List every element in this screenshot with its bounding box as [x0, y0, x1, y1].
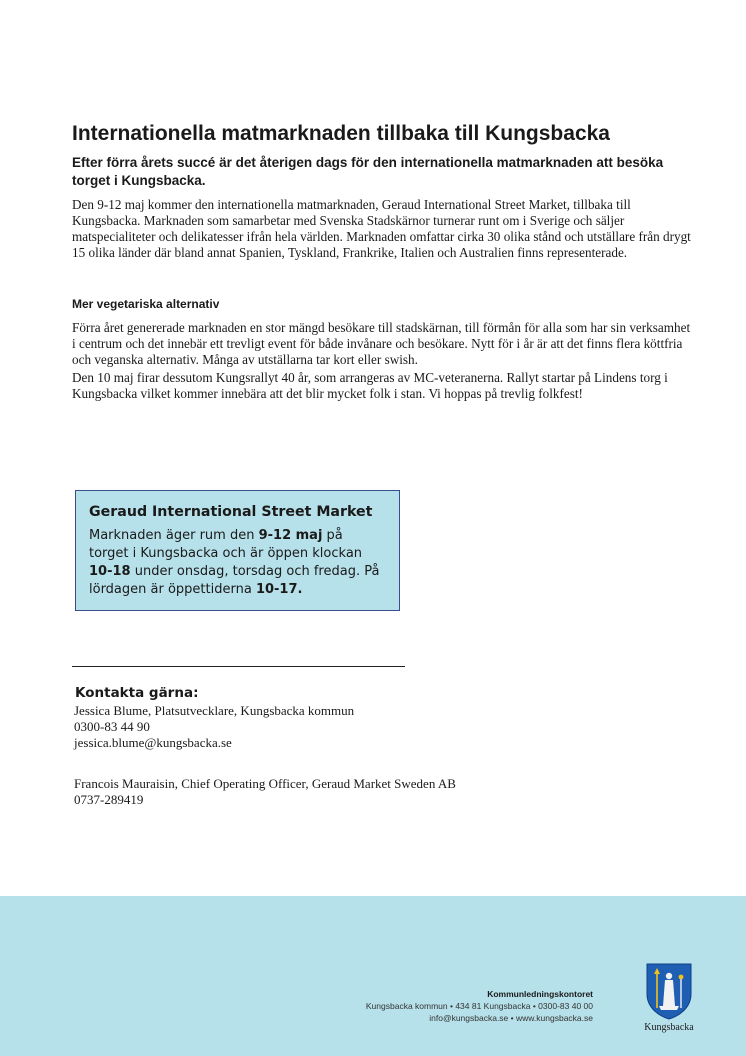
info-box-title: Geraud International Street Market	[89, 504, 373, 520]
footer-address: Kungsbacka kommun • 434 81 Kungsbacka • 0300-83 40 00	[365, 1001, 593, 1011]
info-box-text	[89, 527, 386, 599]
info-weekday-hours: 10-18	[89, 564, 131, 579]
contact-2-name: Francois Mauraisin, Chief Operating Officer, Geraud Market Sweden AB	[74, 776, 456, 791]
article-subheading: Mer vegetariska alternativ	[72, 297, 220, 311]
article-paragraph-2: Förra året genererade marknaden en stor mängd besökare till stadskärnan, till förmån för alla som har sin verksamhet i centrum och det innebär ett trevligt event för både invånare och besökare. Nytt för i år är att det finns flera köttfria och veganska alternativ. Många av utställarna tar kort eller swish.	[72, 320, 691, 367]
info-text-2: på torget i Kungsbacka och är öppen klockan	[89, 528, 363, 561]
footer-web[interactable]: info@kungsbacka.se • www.kungsbacka.se	[429, 1013, 593, 1023]
coat-of-arms-icon	[641, 962, 697, 1020]
footer-contact-block	[366, 988, 593, 1024]
kungsbacka-logo	[641, 962, 697, 1034]
info-text-3: under onsdag, torsdag och fredag. På lördagen är öppettiderna	[89, 564, 380, 597]
contact-heading: Kontakta gärna:	[75, 685, 199, 701]
market-info-box	[75, 490, 400, 611]
article-lead: Efter förra årets succé är det återigen dags för den internationella matmarknaden att besöka torget i Kungsbacka.	[72, 155, 664, 188]
article-paragraph-3: Den 10 maj firar dessutom Kungsrallyt 40 år, som arrangeras av MC-veteranerna. Rallyt startar på Lindens torg i Kungsbacka vilket kommer innebära att det blir mycket folk i stan. Vi hoppas på trevlig folkfest!	[72, 370, 668, 401]
footer-band	[0, 896, 746, 1056]
contact-person-2	[74, 776, 574, 808]
info-text-1: Marknaden äger rum den	[89, 528, 259, 543]
article-paragraph-1: Den 9-12 maj kommer den internationella matmarknaden, Geraud International Street Market, tillbaka till Kungsbacka. Marknaden som samarbetar med Svenska Stadskärnor turnerar runt om i Sverige och säljer matspecialiteter och delikatesser ifrån hela världen. Marknaden omfattar cirka 30 olika stånd och utställare från drygt 15 olika länder där bland annat Spanien, Tyskland, Frankrike, Italien och Australien finns representerade.	[72, 197, 691, 260]
info-dates: 9-12 maj	[258, 528, 323, 543]
footer-org: Kommunledningskontoret	[487, 989, 593, 999]
contact-divider	[72, 666, 405, 667]
contact-1-phone: 0300-83 44 90	[74, 719, 150, 734]
contact-person-1	[74, 703, 574, 751]
article-title: Internationella matmarknaden tillbaka till Kungsbacka	[72, 122, 610, 145]
info-saturday-hours: 10-17.	[255, 582, 303, 597]
contact-2-phone: 0737-289419	[74, 792, 144, 807]
contact-1-email[interactable]: jessica.blume@kungsbacka.se	[74, 735, 232, 750]
logo-text: Kungsbacka	[644, 1022, 694, 1033]
contact-1-name: Jessica Blume, Platsutvecklare, Kungsbacka kommun	[74, 703, 355, 718]
